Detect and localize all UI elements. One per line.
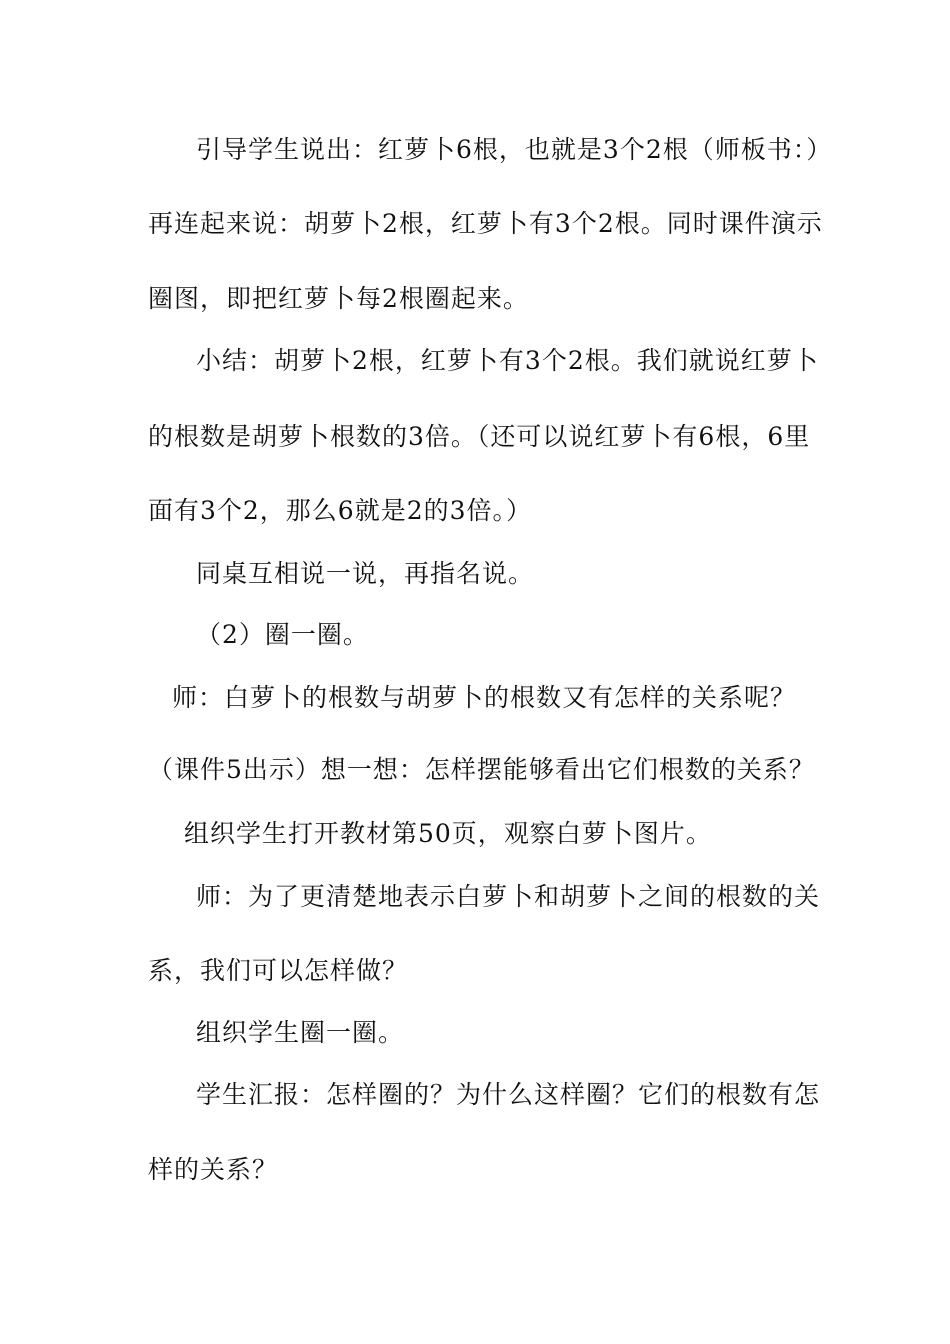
- paragraph-line-8: （2）圈一圈。: [196, 620, 369, 649]
- paragraph-line-16: 样的关系？: [148, 1155, 279, 1184]
- paragraph-line-12: 师：为了更清楚地表示白萝卜和胡萝卜之间的根数的关: [196, 882, 821, 911]
- paragraph-line-6: 面有3个2，那么6就是2的3倍。）: [148, 496, 533, 525]
- paragraph-line-13: 系，我们可以怎样做？: [148, 956, 409, 985]
- paragraph-line-5: 的根数是胡萝卜根数的3倍。（还可以说红萝卜有6根，6里: [148, 422, 811, 451]
- paragraph-line-10: （课件5出示）想一想：怎样摆能够看出它们根数的关系？: [148, 755, 815, 784]
- paragraph-line-15: 学生汇报：怎样圈的？为什么这样圈？它们的根数有怎: [196, 1080, 821, 1109]
- paragraph-line-9: 师：白萝卜的根数与胡萝卜的根数又有怎样的关系呢？: [172, 683, 797, 712]
- paragraph-line-11: 组织学生打开教材第50页，观察白萝卜图片。: [184, 819, 712, 848]
- paragraph-line-2: 再连起来说：胡萝卜2根，红萝卜有3个2根。同时课件演示: [148, 209, 823, 238]
- paragraph-line-3: 圈图，即把红萝卜每2根圈起来。: [148, 284, 529, 313]
- paragraph-line-1: 引导学生说出：红萝卜6根，也就是3个2根（师板书：）: [196, 135, 833, 164]
- paragraph-line-14: 组织学生圈一圈。: [196, 1018, 405, 1047]
- paragraph-line-4: 小结：胡萝卜2根，红萝卜有3个2根。我们就说红萝卜: [196, 346, 819, 375]
- paragraph-line-7: 同桌互相说一说，再指名说。: [196, 559, 535, 588]
